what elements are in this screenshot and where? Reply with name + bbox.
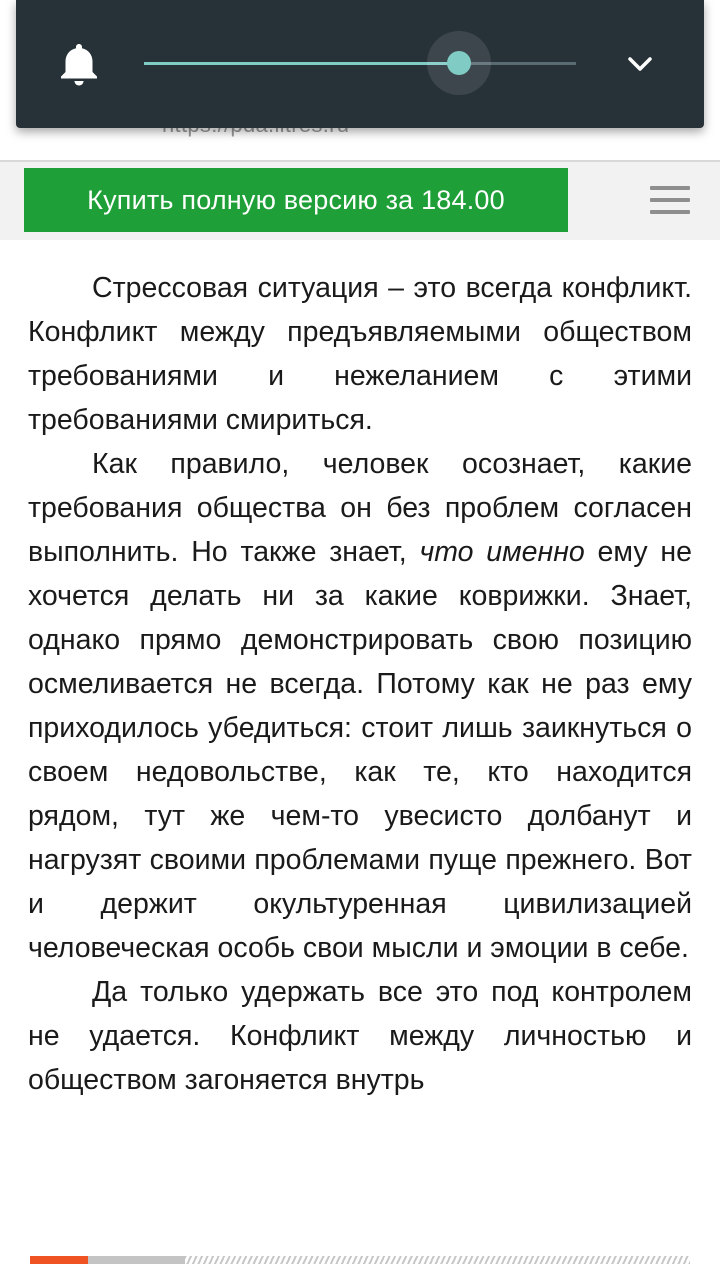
reading-progress-loaded: [88, 1256, 185, 1264]
reading-progress-bar[interactable]: [30, 1256, 690, 1264]
book-text: [28, 266, 692, 1102]
volume-slider-fill: [144, 62, 459, 65]
hamburger-menu-icon[interactable]: [650, 184, 690, 216]
text-paragraph: [28, 442, 692, 970]
bell-icon[interactable]: [60, 42, 98, 86]
italic-text: что именно: [419, 536, 585, 568]
text-run: Как правило, человек осознает, какие требования общества он без проблем согласен выполнить. Но также знает,: [28, 448, 692, 568]
text-run: Стрессовая ситуация – это всегда конфликт. Конфликт между предъявляемыми обществом требованиями и нежеланием с этими требованиями смириться.: [28, 272, 692, 436]
volume-panel: [16, 0, 704, 128]
text-paragraph: [28, 970, 692, 1102]
chevron-down-icon[interactable]: [624, 52, 656, 76]
text-paragraph: [28, 266, 692, 442]
buy-full-version-button[interactable]: Купить полную версию за 184.00: [24, 168, 568, 232]
text-run: ему не хочется делать ни за какие коврижки. Знает, однако прямо демонстрировать свою позицию осмеливается не всегда. Потому как не раз ему приходилось убедиться: стоит лишь заикнуться о своем недовольстве, как те, кто находится рядом, тут же чем-то увесисто долбанут и нагрузят своими проблемами пуще прежнего. Вот и держит окультуренная цивилизацией человеческая особь свои мысли и эмоции в себе.: [28, 536, 692, 964]
reading-progress-read: [30, 1256, 88, 1264]
reader-toolbar: [0, 162, 720, 240]
text-run: Да только удержать все это под контролем не удается. Конфликт между личностью и обществом загоняется внутрь: [28, 976, 692, 1096]
volume-slider[interactable]: [144, 62, 576, 65]
